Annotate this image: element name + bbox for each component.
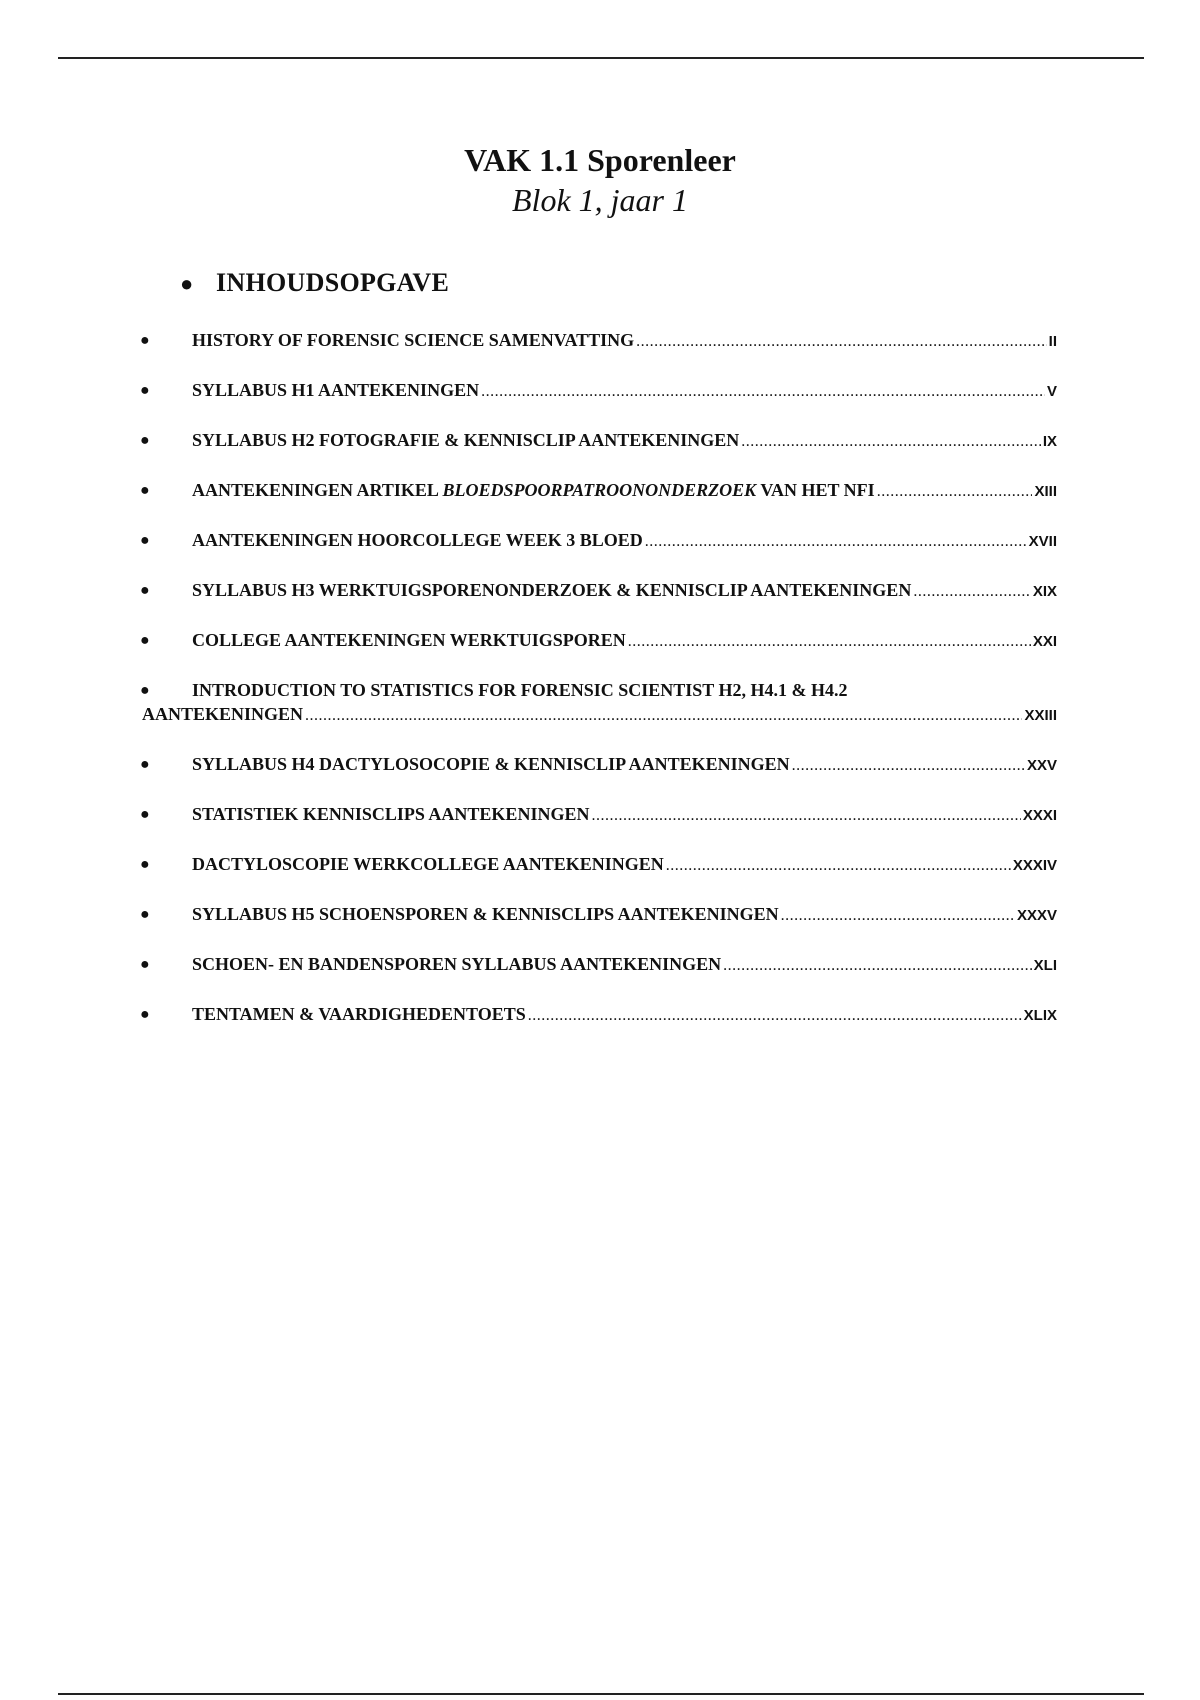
bullet-icon: ● [140,632,150,649]
toc-entry-page: XLIX [1023,1007,1057,1024]
toc-entry-title: SYLLABUS H1 AANTEKENINGEN [192,380,480,400]
bullet-icon: ● [140,856,150,873]
bullet-icon: ● [140,582,150,599]
dot-leader [781,904,1015,928]
toc-entry[interactable] [140,428,1057,452]
dot-leader [792,754,1025,778]
toc-entry[interactable] [140,628,1057,652]
toc-entry-title-part: VAN HET NFI [756,480,875,500]
document-subtitle: Blok 1, jaar 1 [512,182,688,218]
toc-entry-title-continued: AANTEKENINGEN [142,704,304,724]
bullet-icon: ● [140,682,150,699]
toc-entry-page: XXXV [1016,907,1057,924]
toc-entry[interactable] [140,578,1057,602]
document-title: VAK 1.1 Sporenleer [464,142,736,178]
bullet-icon: ● [140,482,150,499]
toc-entry-title: SYLLABUS H3 WERKTUIGSPORENONDERZOEK & KENNISCLIP AANTEKENINGEN [192,580,912,600]
dot-leader [913,580,1030,604]
toc-entry-page: XIII [1034,483,1057,500]
toc-entry-title: TENTAMEN & VAARDIGHEDENTOETS [192,1004,526,1024]
toc-entry-title: AANTEKENINGEN HOORCOLLEGE WEEK 3 BLOED [192,530,643,550]
toc-entry-page: II [1048,333,1057,350]
toc-entry-title: SYLLABUS H5 SCHOENSPOREN & KENNISCLIPS AANTEKENINGEN [192,904,779,924]
dot-leader [723,954,1032,978]
dot-leader [877,480,1033,504]
toc-entry-page: XLI [1033,957,1057,974]
toc-entry-page: XXIII [1024,707,1057,724]
dot-leader [528,1004,1022,1028]
toc-entry[interactable] [140,902,1057,926]
dot-leader [591,804,1020,828]
dot-leader [666,854,1011,878]
bullet-icon: ● [140,1006,150,1023]
toc-entry-title: SYLLABUS H2 FOTOGRAFIE & KENNISCLIP AANTEKENINGEN [192,430,740,450]
bullet-icon: ● [140,906,150,923]
toc-heading-text: INHOUDSOPGAVE [216,268,450,297]
dot-leader [636,330,1047,354]
bullet-icon: ● [140,382,150,399]
toc-entry-title: HISTORY OF FORENSIC SCIENCE SAMENVATTING [192,330,635,350]
toc-heading [180,266,449,301]
title-block [0,140,1200,220]
toc-entry-title: COLLEGE AANTEKENINGEN WERKTUIGSPOREN [192,630,626,650]
bullet-icon: ● [140,806,150,823]
toc-entry[interactable] [140,952,1057,976]
toc-entry-title: SCHOEN- EN BANDENSPOREN SYLLABUS AANTEKENINGEN [192,954,722,974]
toc-entry-title [192,478,875,502]
toc-entry[interactable] [140,1002,1057,1026]
bullet-icon: ● [140,332,150,349]
toc-entry-title-italic: BLOEDSPOORPATROONONDERZOEK [442,480,757,500]
footer-rule [58,1693,1144,1695]
toc-entry[interactable] [140,852,1057,876]
toc-entry[interactable] [140,378,1057,402]
toc-entry-title: SYLLABUS H4 DACTYLOSOCOPIE & KENNISCLIP AANTEKENINGEN [192,754,790,774]
dot-leader [481,380,1045,404]
header-rule [58,57,1144,59]
toc-entry[interactable] [140,678,1057,726]
bullet-icon: ● [140,432,150,449]
toc-entry-page: XXXI [1022,807,1057,824]
toc-entry-page: XXV [1026,757,1057,774]
toc-entry[interactable] [140,478,1057,502]
toc-entry[interactable] [140,328,1057,352]
toc-entry[interactable] [140,802,1057,826]
toc-entry[interactable] [140,528,1057,552]
toc-entry-title: INTRODUCTION TO STATISTICS FOR FORENSIC SCIENTIST H2, H4.1 & H4.2 [192,680,848,700]
toc-entry-title: STATISTIEK KENNISCLIPS AANTEKENINGEN [192,804,590,824]
toc-entry-page: XXXIV [1012,857,1057,874]
dot-leader [628,630,1031,654]
toc-entry-page: XXI [1032,633,1057,650]
toc-entry-page: V [1046,383,1057,400]
toc-entry-page: XVII [1028,533,1057,550]
toc-entry[interactable] [140,752,1057,776]
bullet-icon: ● [180,271,194,296]
table-of-contents [140,328,1057,1052]
toc-entry-title-part: AANTEKENINGEN ARTIKEL [192,480,443,500]
bullet-icon: ● [140,532,150,549]
bullet-icon: ● [140,956,150,973]
toc-entry-page: XIX [1032,583,1057,600]
toc-entry-page: IX [1042,433,1057,450]
bullet-icon: ● [140,756,150,773]
dot-leader [741,430,1041,454]
dot-leader [645,530,1027,554]
dot-leader [305,704,1022,728]
toc-entry-title: DACTYLOSCOPIE WERKCOLLEGE AANTEKENINGEN [192,854,664,874]
